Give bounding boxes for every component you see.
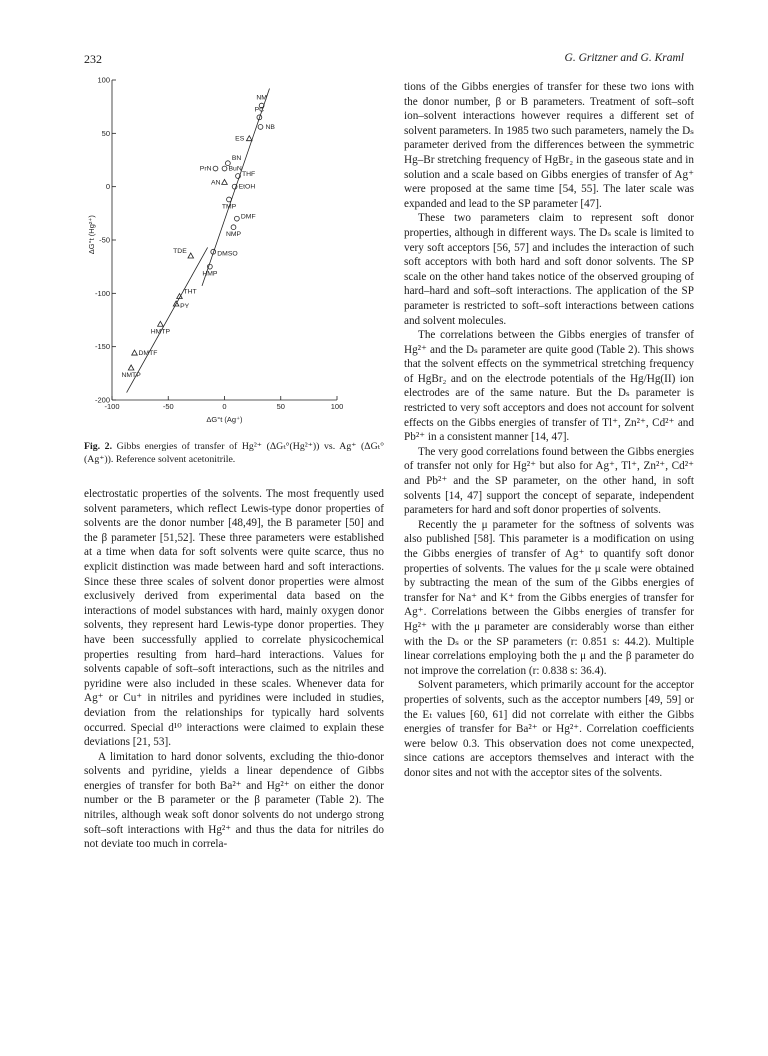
point-label-tht: THT xyxy=(183,288,197,296)
point-label-bun: BuN xyxy=(228,165,242,173)
point-label-hmtp: HMTP xyxy=(150,328,171,336)
point-tde xyxy=(188,253,194,258)
left-column xyxy=(84,487,384,852)
point-nmp xyxy=(231,225,236,230)
figure-2 xyxy=(82,70,382,440)
point-label-nmtp: NMTP xyxy=(121,372,141,379)
page-number: 232 xyxy=(84,52,102,66)
caption-label: Fig. 2. xyxy=(84,441,113,452)
point-bun xyxy=(222,166,227,171)
y-axis-title: ΔG°t (Hg²⁺) xyxy=(87,215,96,255)
point-label-prn: PrN xyxy=(199,165,212,173)
point-label-py: PY xyxy=(180,303,190,310)
point-label-pc: PC xyxy=(254,106,265,114)
point-es xyxy=(246,136,252,141)
x-tick-label: -100 xyxy=(104,402,120,411)
y-tick-label: -100 xyxy=(94,288,110,298)
x-tick-label: 100 xyxy=(330,402,344,411)
x-tick-label: 0 xyxy=(222,402,227,411)
point-label-dmtf: DMTF xyxy=(138,350,158,358)
point-label-es: ES xyxy=(235,135,245,143)
x-axis-title: ΔG°t (Ag⁺) xyxy=(206,415,243,424)
y-tick-label: 100 xyxy=(97,75,110,85)
point-an xyxy=(222,179,228,184)
right-paragraph-3: The correlations between the Gibbs energies of transfer of Hg²⁺ and the Dₛ parameter are quite good (Table 2). This shows that the solvent effects on the symmetrical stretching frequency of HgBr₂ and on the electrode potentials of the Hg/Hg(II) ion electrodes are of the same nature. But the Dₛ parameter is restricted to very soft acceptors and does not account for solvent effects on the Gibbs energies of transfer of Tl⁺, Zn²⁺, Cd²⁺ and Pb²⁺ in a consistent manner [14, 47]. xyxy=(404,329,694,444)
running-head: G. Gritzner and G. Kraml xyxy=(564,52,684,64)
right-paragraph-4: The very good correlations found between the Gibbs energies of transfer not only for Hg²⁺ but also for Ag⁺, Tl⁺, Zn²⁺, Cd²⁺ and Pb²⁺ and the SP parameter, on the other hand, in soft solvents [14, 47] support the concept of separate, independent parameters for hard and soft donor properties of solvents. xyxy=(404,445,694,517)
point-nmtp xyxy=(128,365,134,370)
right-paragraph-6: Solvent parameters, which primarily account for the acceptor properties of solvents, such as the acceptor numbers [49, 59] or the Eₜ values [60, 61] did not correlate with either the Gibbs energies of transfer for Ba²⁺ or Hg²⁺. Correlation coefficients were below 0.3. This observation does not come unexpected, since cations are acceptors themselves and interact with the donor sites and not with the acceptor sites of the solvents. xyxy=(404,679,694,779)
y-tick-label: 50 xyxy=(101,128,110,138)
right-paragraph-1: tions of the Gibbs energies of transfer for these two ions with the donor number, β or B parameters. Treatment of soft–soft ion–solvent interactions however requires a different set of solvent parameters. In 1985 two such parameters, namely the Dₛ parameter derived from the differences between the symmetric Hg–Br stretching frequency of HgBr₂ in the gaseous state and in solution and a scale based on Gibbs energies of transfer of Ag⁺ were proposed at the same time [54, 55]. The later scale was expanded and lead to the SP parameter [47]. xyxy=(404,81,694,210)
left-paragraph-2: A limitation to hard donor solvents, excluding the thio-donor solvents and pyridine, yields a linear dependence of Gibbs energies of transfer for both Ba²⁺ and Hg²⁺ on either the donor number or the B parameter or the β parameter (Table 2). The nitriles, although weak soft donor solvents do not undergo strong soft–soft interactions with Hg²⁺ and thus the data for nitriles do not deviate too much in correla- xyxy=(84,750,384,851)
left-paragraph-1: electrostatic properties of the solvents. The most frequently used solvent parameters, which reflect Lewis-type donor properties of solvents are the donor number [48,49], the B parameter [50] and the β parameter [51,52]. These three parameters were established at a time when data for soft solvents were quite scarce, thus no explicit distinction was made between hard and soft interactions. Since these three scales of solvent donor properties were almost exclusively derived from experimental data based on the interactions of model substances with hard, mainly oxygen donor solvents, they represent hard Lewis-type donor properties. They have been successfully applied to correlate physicochemical properties resulting from hard–hard interactions. Values for solvents capable of soft–soft interactions, such as the nitriles and pyridine were also included in these scales. Whenever data for Ag⁺ or Cu⁺ in nitriles and pyridines were included in studies, deviation from the relationships for typically hard solvents occurred. Special d¹⁰ interactions were claimed to explain these deviations [21, 53]. xyxy=(84,488,384,749)
right-column xyxy=(404,80,694,781)
point-label-tde: TDE xyxy=(173,248,187,255)
point-label-nm: NM xyxy=(256,94,267,102)
point-label-hmp: HMP xyxy=(202,270,218,278)
point-label-tmp: TMP xyxy=(221,203,237,211)
point-prn xyxy=(213,166,218,171)
point-label-nmp: NMP xyxy=(225,231,242,239)
point-label-thf: THF xyxy=(242,171,256,178)
figure-caption xyxy=(84,440,384,466)
point-label-nb: NB xyxy=(265,123,275,131)
point-label-dmf: DMF xyxy=(240,213,256,221)
y-tick-label: 0 xyxy=(105,182,110,192)
point-nb xyxy=(258,125,263,130)
scatter-chart xyxy=(82,70,382,440)
point-label-an: AN xyxy=(211,179,221,187)
y-tick-label: -50 xyxy=(99,235,110,245)
y-tick-label: -200 xyxy=(94,395,110,405)
point-label-etoh: EtOH xyxy=(238,183,256,191)
point-tmp xyxy=(227,197,232,202)
point-label-bn: BN xyxy=(231,155,242,163)
y-tick-label: -150 xyxy=(94,342,110,352)
point-hmtp xyxy=(158,321,164,326)
x-tick-label: -50 xyxy=(162,402,174,411)
point-dmtf xyxy=(132,350,138,355)
x-tick-label: 50 xyxy=(276,402,285,411)
regression-line xyxy=(127,247,208,392)
point-label-dmso: DMSO xyxy=(217,250,238,258)
right-paragraph-5: Recently the μ parameter for the softness of solvents was also published [58]. This parameter is a modification on using the Gibbs energies of transfer of Ag⁺ to quantify soft donor properties of solvents. The values for the μ scale were obtained by subtracting the mean of the sum of the Gibbs energies of transfer for Na⁺ and K⁺ from the Gibbs energies of transfer for Ag⁺. Correlations between the Gibbs energies of transfer for Hg²⁺ with the μ parameter are considerably worse than either with the Dₛ or the SP parameters (r: 0.851 s: 44.2). Multiple linear correlations employing both the μ and the β parameter do not improve the correlation (r: 0.838 s: 36.4). xyxy=(404,518,694,677)
right-paragraph-2: These two parameters claim to represent soft donor properties, although in different ways. The Dₛ scale is limited to very soft acceptors [56, 57] and includes the interaction of such soft acceptors with both hard and soft donor solvents. The SP scale on the other hand takes notice of the observed grouping of hard–hard and soft–soft interactions. The application of the SP parameter is restricted to soft–soft interactions between cations and solvent molecules. xyxy=(404,212,694,327)
point-dmf xyxy=(234,216,239,221)
caption-text: Gibbs energies of transfer of Hg²⁺ (ΔGₜ°(Hg²⁺)) vs. Ag⁺ (ΔGₜ°(Ag⁺)). Reference solvent acetonitrile. xyxy=(84,441,384,465)
